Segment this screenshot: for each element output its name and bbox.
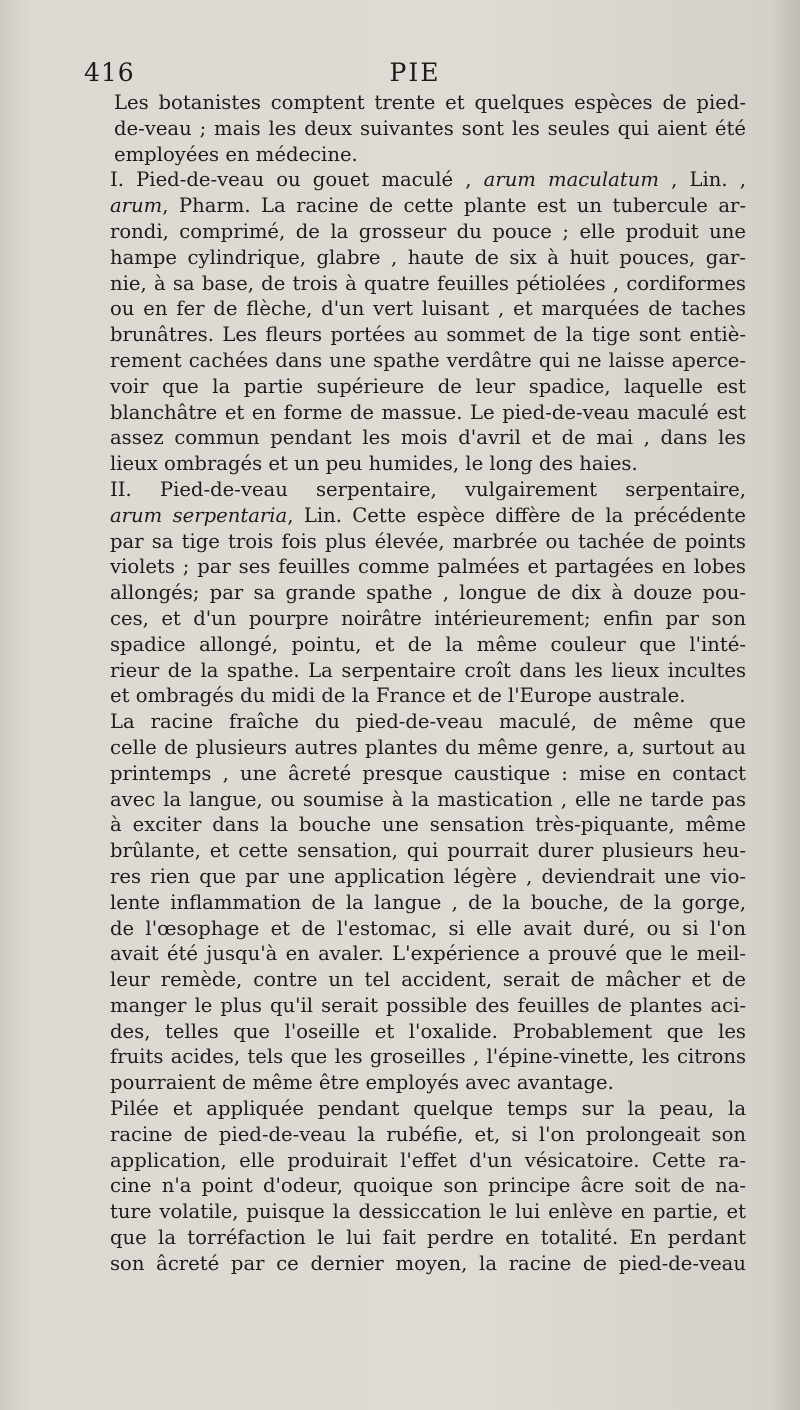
text-line: que la torréfaction le lui fait perdre en totalité. En perdant (110, 1226, 746, 1250)
text-line: par sa tige trois fois plus élevée, marbrée ou tachée de points (110, 529, 746, 553)
text-line: son âcreté par ce dernier moyen, la racine de pied-de-veau (110, 1251, 746, 1275)
text-line: celle de plusieurs autres plantes du même genre, a, surtout au (110, 735, 746, 759)
text-line: hampe cylindrique, glabre , haute de six à huit pouces, gar- (110, 245, 746, 269)
text-line: arum serpentaria, Lin. Cette espèce diffère de la précédente (110, 503, 746, 527)
text-line: de-veau ; mais les deux suivantes sont les seules qui aient été (114, 116, 746, 140)
paragraph-intro (84, 90, 746, 167)
text-line: I. Pied-de-veau ou gouet maculé , arum maculatum , Lin. , (110, 168, 746, 192)
text-line: nie, à sa base, de trois à quatre feuilles pétiolées , cordiformes (110, 271, 746, 295)
text-line: II. Pied-de-veau serpentaire, vulgairement serpentaire, (110, 477, 746, 501)
text-line: racine de pied-de-veau la rubéfie, et, si l'on prolongeait son (110, 1122, 746, 1146)
text-line: spadice allongé, pointu, et de la même couleur que l'inté- (110, 632, 746, 656)
text-line: et ombragés du midi de la France et de l'Europe australe. (110, 684, 686, 708)
paragraph-arum-maculatum (84, 167, 746, 477)
text-line: ture volatile, puisque la dessiccation le lui enlève en partie, et (110, 1200, 746, 1224)
text-line: rement cachées dans une spathe verdâtre qui ne laisse aperce- (110, 348, 746, 372)
text-line: allongés; par sa grande spathe , longue de dix à douze pou- (110, 581, 746, 605)
text-line: brûlante, et cette sensation, qui pourrait durer plusieurs heu- (110, 839, 746, 863)
paragraph-arum-serpentaria (84, 477, 746, 709)
text-line: lieux ombragés et un peu humides, le long des haies. (110, 452, 638, 476)
text-line: assez commun pendant les mois d'avril et de mai , dans les (110, 426, 746, 450)
body-text (84, 90, 746, 1277)
text-line: des, telles que l'oseille et l'oxalide. Probablement que les (110, 1019, 746, 1043)
text-line: application, elle produirait l'effet d'un vésicatoire. Cette ra- (110, 1148, 746, 1172)
text-line: avec la langue, ou soumise à la mastication , elle ne tarde pas (110, 787, 746, 811)
text-line: voir que la partie supérieure de leur spadice, laquelle est (110, 374, 746, 398)
text-line: La racine fraîche du pied-de-veau maculé, de même que (110, 710, 746, 734)
text-line: Les botanistes comptent trente et quelques espèces de pied- (114, 91, 746, 114)
text-line: rieur de la spathe. La serpentaire croît dans les lieux incultes (110, 658, 746, 682)
text-line: employées en médecine. (114, 142, 358, 166)
text-line: à exciter dans la bouche une sensation très-piquante, même (110, 813, 746, 837)
text-line: fruits acides, tels que les groseilles , l'épine-vinette, les citrons (110, 1045, 746, 1069)
text-line: avait été jusqu'à en avaler. L'expérience a prouvé que le meil- (110, 942, 746, 966)
text-line: blanchâtre et en forme de massue. Le pied-de-veau maculé est (110, 400, 746, 424)
text-line: brunâtres. Les fleurs portées au sommet de la tige sont entiè- (110, 323, 746, 347)
text-line: rondi, comprimé, de la grosseur du pouce ; elle produit une (110, 219, 746, 243)
text-line: arum, Pharm. La racine de cette plante est un tubercule ar- (110, 194, 746, 218)
text-line: manger le plus qu'il serait possible des feuilles de plantes aci- (110, 993, 746, 1017)
page-header (84, 58, 746, 92)
paragraph-racine-fraiche (84, 709, 746, 1096)
page-edge-shadow (772, 0, 800, 1410)
page-number: 416 (84, 58, 135, 87)
text-line: ces, et d'un pourpre noirâtre intérieurement; enfin par son (110, 606, 746, 630)
running-head: PIE (389, 58, 441, 87)
paragraph-pilee (84, 1096, 746, 1277)
text-line: ou en fer de flèche, d'un vert luisant , et marquées de taches (110, 297, 746, 321)
text-line: cine n'a point d'odeur, quoique son principe âcre soit de na- (110, 1174, 746, 1198)
text-line: pourraient de même être employés avec avantage. (110, 1071, 614, 1095)
text-line: res rien que par une application légère , deviendrait une vio- (110, 864, 746, 888)
text-line: Pilée et appliquée pendant quelque temps sur la peau, la (110, 1097, 746, 1121)
text-line: de l'œsophage et de l'estomac, si elle avait duré, ou si l'on (110, 916, 746, 940)
text-line: violets ; par ses feuilles comme palmées et partagées en lobes (110, 555, 746, 579)
text-line: printemps , une âcreté presque caustique : mise en contact (110, 761, 746, 785)
text-line: leur remède, contre un tel accident, serait de mâcher et de (110, 968, 746, 992)
text-line: lente inflammation de la langue , de la bouche, de la gorge, (110, 890, 746, 914)
